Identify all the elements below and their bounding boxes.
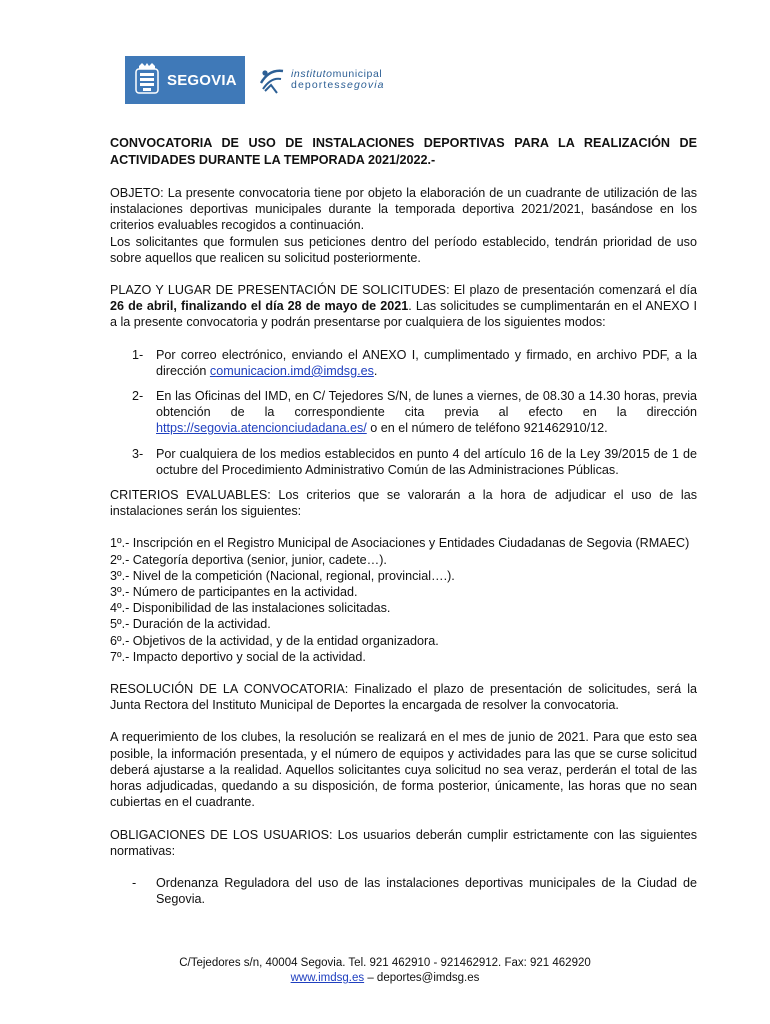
list-item-text: Ordenanza Reguladora del uso de las instalaciones deportivas municipales de la Ciudad de Segovia. <box>156 875 697 907</box>
imd-logo-word-municipal: municipal <box>332 68 383 80</box>
prioridad-paragraph: Los solicitantes que formulen sus peticiones dentro del período establecido, tendrán prioridad de uso sobre aquellos que realicen su solicitud posteriormente. <box>110 234 697 265</box>
criteria-item: 7º.- Impacto deportivo y social de la actividad. <box>110 649 366 664</box>
list-number: 3- <box>132 446 144 461</box>
header-logos <box>125 56 385 104</box>
criteria-item: 6º.- Objetivos de la actividad, y de la entidad organizadora. <box>110 633 439 648</box>
document-title: CONVOCATORIA DE USO DE INSTALACIONES DEPORTIVAS PARA LA REALIZACIÓN DE ACTIVIDADES DURANTE LA TEMPORADA 2021/2022.- <box>110 136 697 167</box>
footer-separator: – <box>364 972 377 984</box>
footer-email: deportes@imdsg.es <box>376 972 480 984</box>
list-number: 1- <box>132 347 144 362</box>
list-item <box>110 388 697 437</box>
criteria-item: 5º.- Duración de la actividad. <box>110 617 271 632</box>
imd-logo-word-deportes: deportes <box>291 79 341 91</box>
regulations-list <box>110 875 697 907</box>
list-item-text: En las Oficinas del IMD, en C/ Tejedores S/N, de lunes a viernes, de 08.30 a 14.30 horas, previa obtención de la correspondiente cita previa al efecto en la dirección <box>156 389 697 420</box>
list-item-text: Por correo electrónico, enviando el ANEXO I, cumplimentado y firmado, en archivo PDF, a la dirección <box>156 347 697 378</box>
objeto-paragraph: OBJETO: La presente convocatoria tiene por objeto la elaboración de un cuadrante de utilización de las instalaciones deportivas municipales durante la temporada deportiva 2021/2021, basándose en los criterios evaluables recogidos a continuación. <box>110 186 697 233</box>
appointment-link[interactable]: https://segovia.atencionciudadana.es/ <box>156 421 367 436</box>
footer-address: C/Tejedores s/n, 40004 Segovia. Tel. 921 462910 - 921462912. Fax: 921 462920 <box>179 957 591 969</box>
coat-of-arms-icon <box>133 61 161 99</box>
plazo-paragraph <box>110 282 697 331</box>
criterios-intro: CRITERIOS EVALUABLES: Los criterios que se valorarán a la hora de adjudicar el uso de las instalaciones serán los siguientes: <box>110 488 697 519</box>
criteria-item: 3º.- Nivel de la competición (Nacional, regional, provincial….). <box>110 568 455 583</box>
website-link[interactable]: www.imdsg.es <box>290 972 365 984</box>
list-item <box>110 446 697 478</box>
requerimiento-paragraph: A requerimiento de los clubes, la resolución se realizará en el mes de junio de 2021. Para que esto sea posible, la información presentada, y el número de equipos y actividades para las que se curse solicitud deberá ajustarse a la realidad. Aquellos solicitantes cuya solicitud no sea veraz, perderán el total de las horas adjudicadas, quedando a su disposición, de forma posterior, únicamente, las horas que no sean cubiertas en el cuadrante. <box>110 730 697 810</box>
imd-logo <box>257 56 385 104</box>
list-item <box>110 347 697 379</box>
page-footer <box>0 956 770 986</box>
imd-logo-word-instituto: instituto <box>291 68 333 80</box>
list-number: 2- <box>132 389 144 404</box>
resolucion-paragraph: RESOLUCIÓN DE LA CONVOCATORIA: Finalizado el plazo de presentación de solicitudes, será la Junta Rectora del Instituto Municipal de Deportes la encargada de resolver la convocatoria. <box>110 682 697 713</box>
criteria-item: 2º.- Categoría deportiva (senior, junior, cadete…). <box>110 552 387 567</box>
list-item-text: Por cualquiera de los medios establecidos en punto 4 del artículo 16 de la Ley 39/2015 de 1 de octubre del Procedimiento Administrativo Común de las Administraciones Públicas. <box>156 446 697 477</box>
plazo-text-start: PLAZO Y LUGAR DE PRESENTACIÓN DE SOLICITUDES: El plazo de presentación comenzará el día <box>110 283 697 298</box>
segovia-logo-text: SEGOVIA <box>167 71 237 89</box>
submission-methods-list <box>110 347 697 478</box>
segovia-logo <box>125 56 245 104</box>
imd-logo-word-segovia: segovia <box>340 79 385 91</box>
list-dash: - <box>132 875 137 890</box>
list-item-text-end: . <box>373 363 378 378</box>
list-item-text-end: o en el número de teléfono 921462910/12. <box>366 421 608 436</box>
list-item <box>110 875 697 907</box>
plazo-text-end: . Las solicitudes se cumplimentarán en el ANEXO I a la presente convocatoria y podrán presentarse por cualquiera de los siguientes modos: <box>110 299 697 330</box>
criteria-item: 1º.- Inscripción en el Registro Municipal de Asociaciones y Entidades Ciudadanas de Segovia (RMAEC) <box>110 536 690 551</box>
footer-contact <box>0 971 770 986</box>
email-link[interactable]: comunicacion.imd@imdsg.es <box>209 363 374 378</box>
criteria-list <box>110 535 697 665</box>
criteria-item: 3º.- Número de participantes en la actividad. <box>110 585 358 600</box>
criteria-item: 4º.- Disponibilidad de las instalaciones solicitadas. <box>110 601 391 616</box>
document-body <box>110 135 697 907</box>
obligaciones-intro: OBLIGACIONES DE LOS USUARIOS: Los usuarios deberán cumplir estrictamente con las siguientes normativas: <box>110 827 697 858</box>
plazo-dates: 26 de abril, finalizando el día 28 de mayo de 2021 <box>110 299 409 314</box>
runner-icon <box>257 63 287 97</box>
